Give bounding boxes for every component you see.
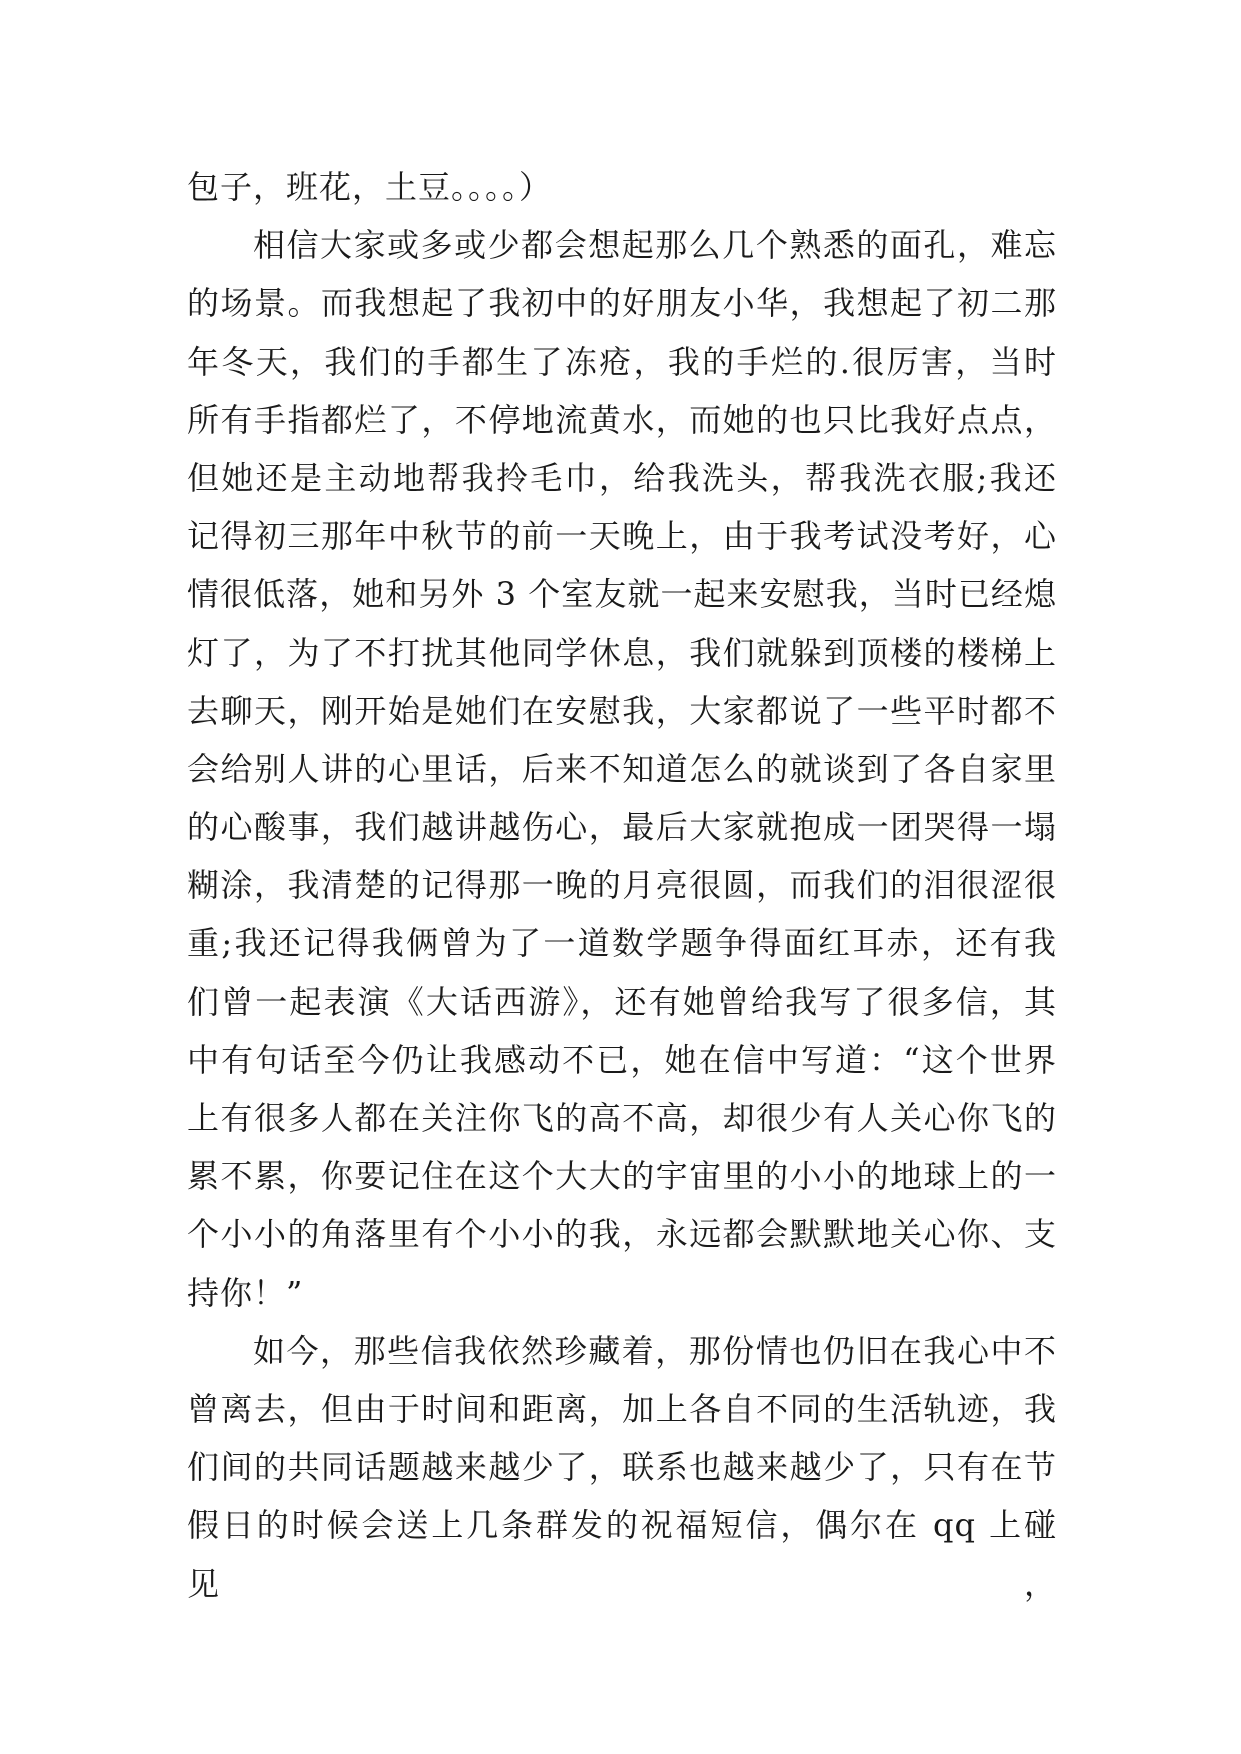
text-line: 重;我还记得我俩曾为了一道数学题争得面红耳赤，还有我 <box>187 924 1057 963</box>
text-line: 年冬天，我们的手都生了冻疮，我的手烂的.很厉害，当时 <box>187 342 1057 381</box>
text-line: 上有很多人都在关注你飞的高不高，却很少有人关心你飞的 <box>187 1099 1057 1137</box>
text-line: 记得初三那年中秋节的前一天晚上，由于我考试没考好，心 <box>187 517 1057 556</box>
text-line: 但她还是主动地帮我拎毛巾，给我洗头，帮我洗衣服;我还 <box>187 458 1057 497</box>
text-line: 所有手指都烂了，不停地流黄水，而她的也只比我好点点， <box>187 400 1057 439</box>
text-line: 假日的时候会送上几条群发的祝福短信，偶尔在 qq 上碰见， <box>187 1506 1057 1603</box>
text-line: 如今，那些信我依然珍藏着，那份情也仍旧在我心中不 <box>253 1331 1057 1370</box>
text-line: 的心酸事，我们越讲越伤心，最后大家就抱成一团哭得一塌 <box>187 808 1057 847</box>
text-line: 曾离去，但由于时间和距离，加上各自不同的生活轨迹，我 <box>187 1389 1057 1428</box>
text-line: 包子，班花，土豆。。。。） <box>187 168 553 206</box>
text-line: 糊涂，我清楚的记得那一晚的月亮很圆，而我们的泪很涩很 <box>187 866 1057 905</box>
text-line: 会给别人讲的心里话，后来不知道怎么的就谈到了各自家里 <box>187 749 1057 788</box>
text-line: 中有句话至今仍让我感动不已，她在信中写道：“这个世界 <box>187 1040 1057 1079</box>
text-line: 去聊天，刚开始是她们在安慰我，大家都说了一些平时都不 <box>187 691 1057 730</box>
text-line: 灯了，为了不打扰其他同学休息，我们就躲到顶楼的楼梯上 <box>187 633 1057 672</box>
text-line: 们曾一起表演《大话西游》，还有她曾给我写了很多信，其 <box>187 982 1057 1021</box>
text-line: 情很低落，她和另外 3 个室友就一起来安慰我，当时已经熄 <box>187 575 1057 614</box>
text-line: 个小小的角落里有个小小的我，永远都会默默地关心你、支 <box>187 1215 1057 1254</box>
document-body <box>187 158 1057 1603</box>
text-line: 的场景。而我想起了我初中的好朋友小华，我想起了初二那 <box>187 284 1057 323</box>
text-line: 们间的共同话题越来越少了，联系也越来越少了，只有在节 <box>187 1448 1057 1487</box>
text-line: 累不累，你要记住在这个大大的宇宙里的小小的地球上的一 <box>187 1157 1057 1196</box>
text-line: 相信大家或多或少都会想起那么几个熟悉的面孔，难忘 <box>253 226 1057 265</box>
text-line: 持你！” <box>187 1273 304 1312</box>
